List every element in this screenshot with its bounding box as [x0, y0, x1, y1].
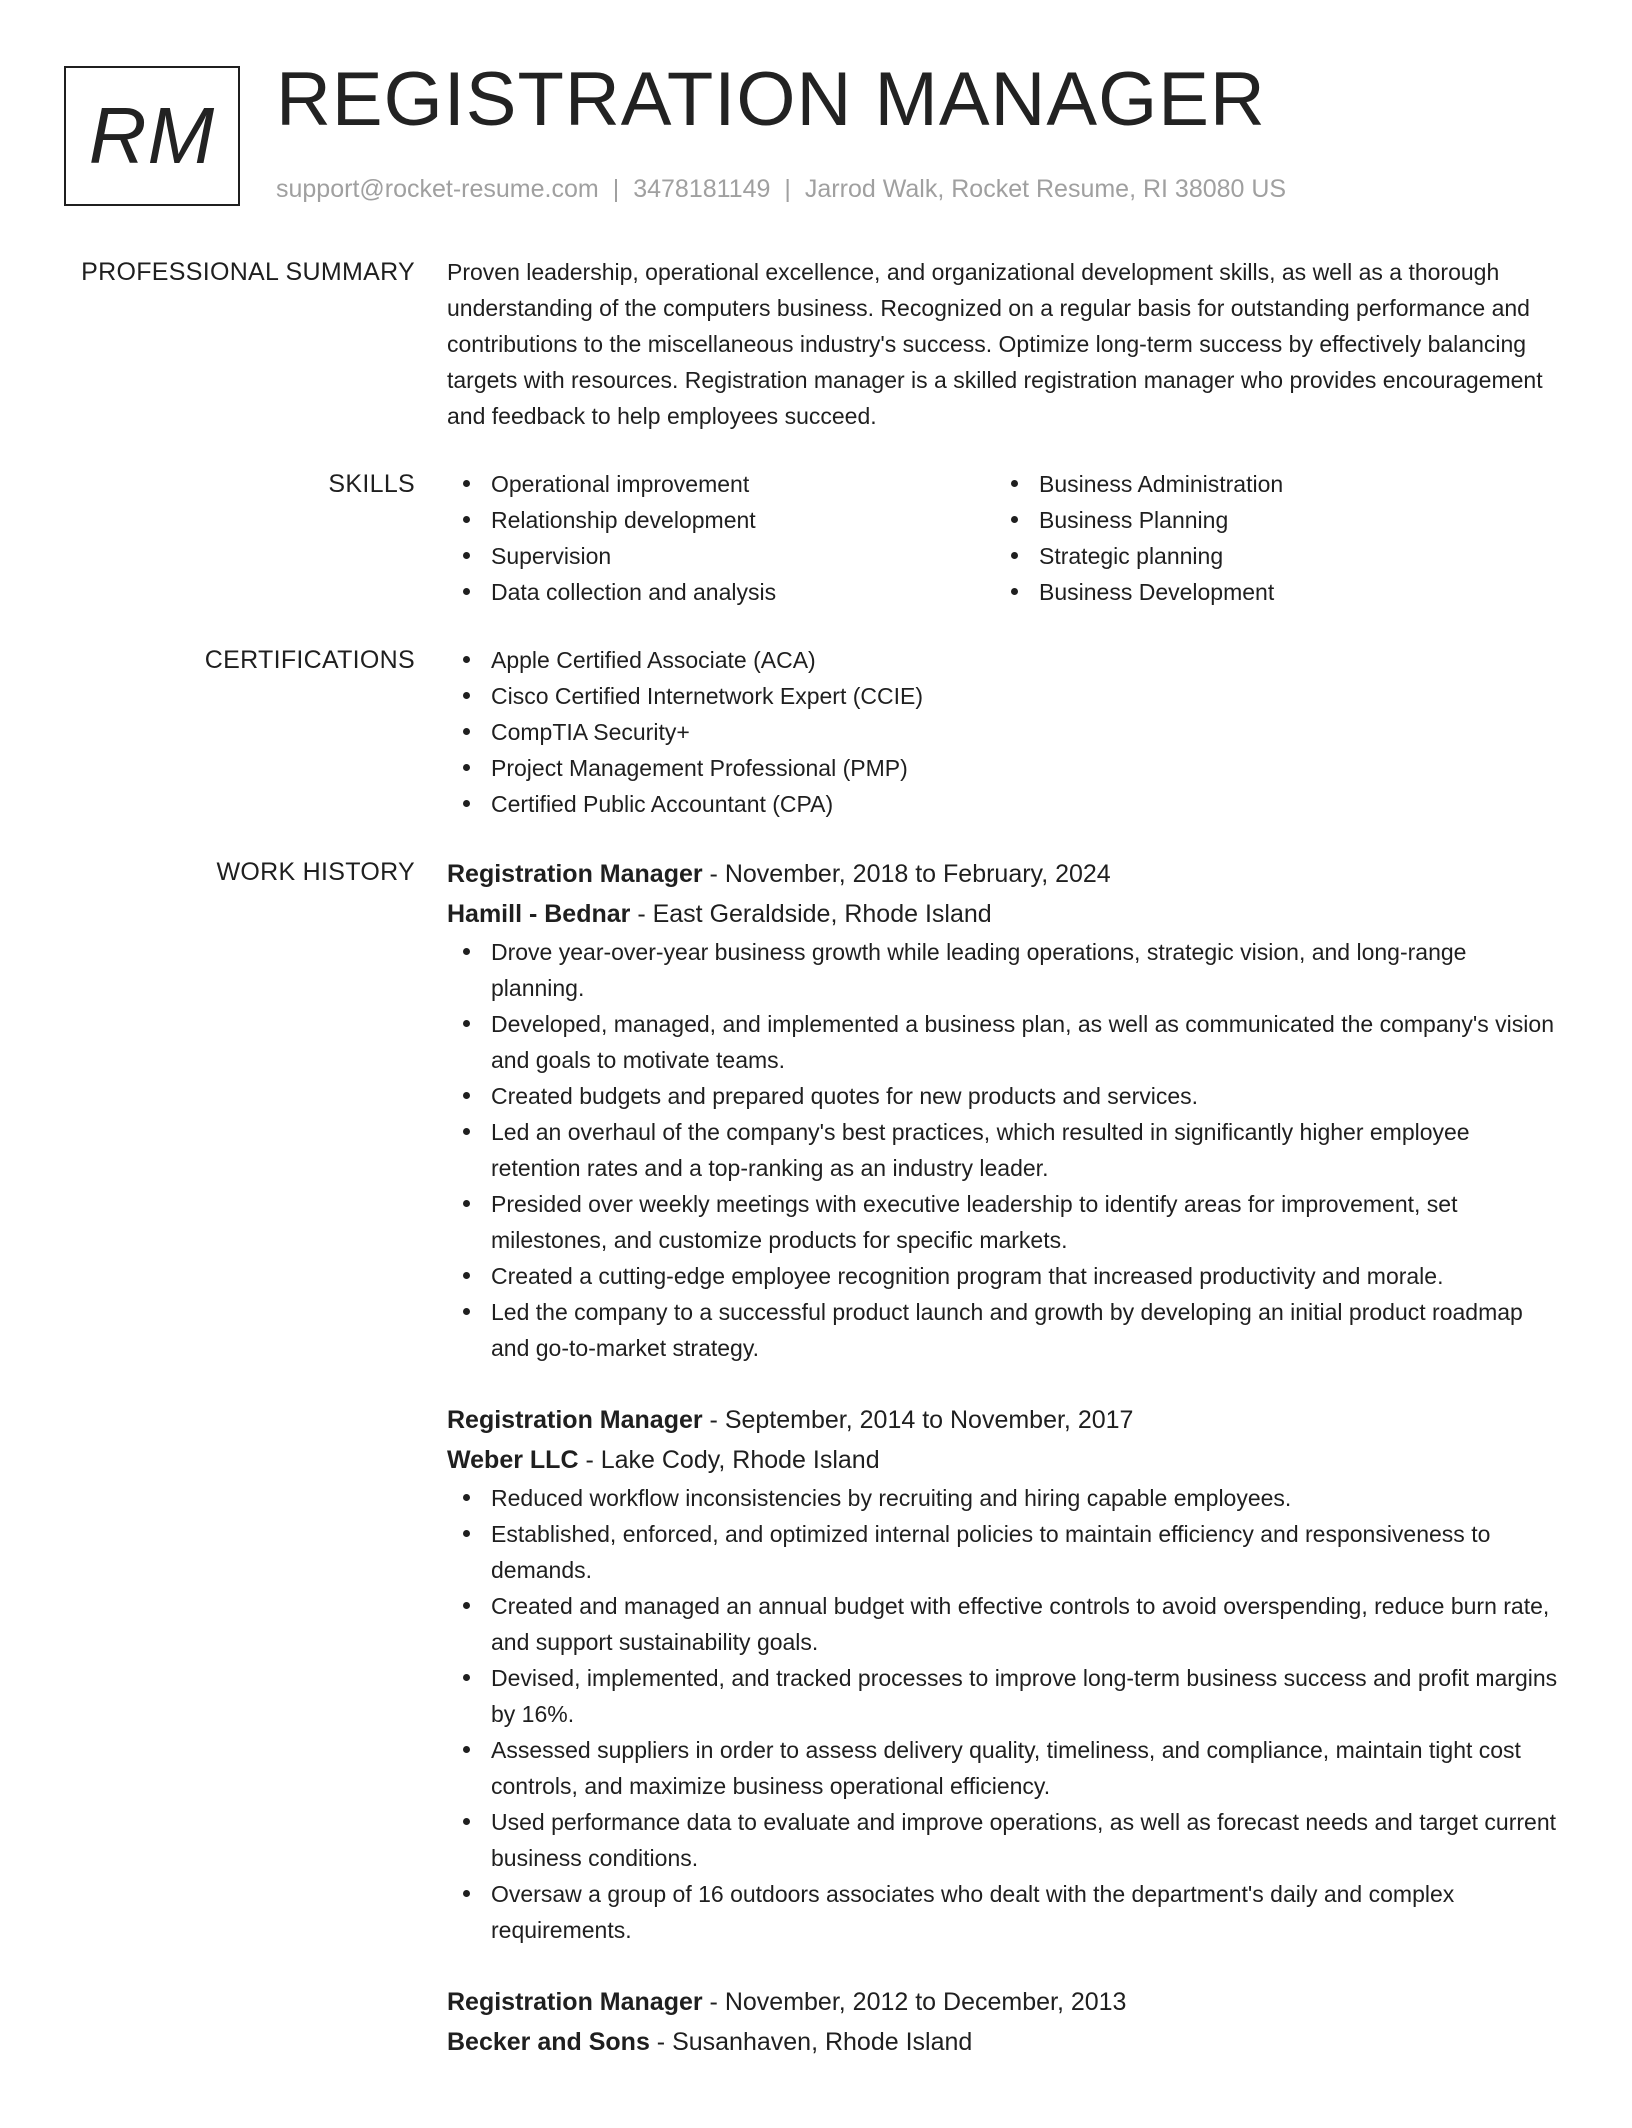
certifications-list	[447, 642, 1562, 822]
certification-item: Apple Certified Associate (ACA)	[447, 642, 1562, 678]
job-company-line: Becker and Sons - Susanhaven, Rhode Island	[447, 2028, 973, 2056]
job-title-line: Registration Manager - September, 2014 to November, 2017	[447, 1406, 1134, 1434]
job-title: Registration Manager	[447, 860, 703, 888]
job-bullet: Reduced workflow inconsistencies by recruiting and hiring capable employees.	[447, 1480, 1562, 1516]
section-skills	[0, 466, 1632, 610]
skill-item: Strategic planning	[995, 538, 1543, 574]
job-bullet: Oversaw a group of 16 outdoors associates who dealt with the department's daily and complex requirements.	[447, 1876, 1562, 1948]
section-label-skills: SKILLS	[328, 470, 415, 498]
job-entry	[447, 1400, 1562, 1948]
job-bullet: Drove year-over-year business growth while leading operations, strategic vision, and long-range planning.	[447, 934, 1562, 1006]
skills-column-left	[447, 466, 995, 610]
skill-item: Business Administration	[995, 466, 1543, 502]
job-title: Registration Manager	[447, 1406, 703, 1434]
job-entry	[447, 854, 1562, 1366]
monogram-initials: RM	[88, 91, 216, 180]
job-bullet: Used performance data to evaluate and improve operations, as well as forecast needs and target current business conditions.	[447, 1804, 1562, 1876]
contact-phone: 3478181149	[633, 175, 771, 203]
job-bullet: Created and managed an annual budget with effective controls to avoid overspending, reduce burn rate, and support sustainability goals.	[447, 1588, 1562, 1660]
job-bullets	[447, 934, 1562, 1366]
job-bullets	[447, 1480, 1562, 1948]
job-location: Susanhaven, Rhode Island	[672, 2028, 973, 2056]
contact-separator: |	[612, 175, 620, 203]
contact-email: support@rocket-resume.com	[276, 175, 599, 203]
section-label-summary: PROFESSIONAL SUMMARY	[81, 258, 415, 286]
job-company: Becker and Sons	[447, 2028, 650, 2056]
job-company-line: Hamill - Bednar - East Geraldside, Rhode Island	[447, 900, 992, 928]
skill-item: Supervision	[447, 538, 995, 574]
job-bullet: Developed, managed, and implemented a business plan, as well as communicated the company's vision and goals to motivate teams.	[447, 1006, 1562, 1078]
job-bullet: Devised, implemented, and tracked processes to improve long-term business success and profit margins by 16%.	[447, 1660, 1562, 1732]
job-bullet: Created budgets and prepared quotes for new products and services.	[447, 1078, 1562, 1114]
job-company: Hamill - Bednar	[447, 900, 631, 928]
job-bullet: Led the company to a successful product launch and growth by developing an initial product roadmap and go-to-market strategy.	[447, 1294, 1562, 1366]
contact-separator: |	[784, 175, 791, 203]
job-company-line: Weber LLC - Lake Cody, Rhode Island	[447, 1446, 880, 1474]
section-label-work-history: WORK HISTORY	[216, 858, 415, 886]
certification-item: CompTIA Security+	[447, 714, 1562, 750]
skill-item: Business Planning	[995, 502, 1543, 538]
certification-item: Project Management Professional (PMP)	[447, 750, 1562, 786]
section-summary	[0, 254, 1632, 434]
job-location: Lake Cody, Rhode Island	[600, 1446, 880, 1474]
job-bullet: Established, enforced, and optimized internal policies to maintain efficiency and responsiveness to demands.	[447, 1516, 1562, 1588]
summary-body	[447, 254, 1562, 434]
job-title-line: Registration Manager - November, 2012 to December, 2013	[447, 1988, 1127, 2016]
skill-item: Relationship development	[447, 502, 995, 538]
job-bullet: Assessed suppliers in order to assess delivery quality, timeliness, and compliance, maintain tight cost controls, and maximize business operational efficiency.	[447, 1732, 1562, 1804]
skills-column-right	[995, 466, 1543, 610]
summary-text: Proven leadership, operational excellence, and organizational development skills, as well as a thorough understanding of the computers business. Recognized on a regular basis for outstanding performance and contributions to the miscellaneous industry's success. Optimize long-term success by effectively balancing targets with resources. Registration manager is a skilled registration manager who provides encouragement and feedback to help employees succeed.	[447, 259, 1543, 429]
contact-address: Jarrod Walk, Rocket Resume, RI 38080 US	[804, 175, 1287, 203]
section-certifications	[0, 642, 1632, 822]
certification-item: Cisco Certified Internetwork Expert (CCIE)	[447, 678, 1562, 714]
job-entry	[447, 1982, 1562, 2062]
job-location: East Geraldside, Rhode Island	[652, 900, 992, 928]
section-work-history	[0, 854, 1632, 2096]
monogram-box	[64, 66, 240, 206]
certification-item: Certified Public Accountant (CPA)	[447, 786, 1562, 822]
resume-title: REGISTRATION MANAGER	[276, 57, 1266, 142]
skill-item: Business Development	[995, 574, 1543, 610]
job-bullet: Created a cutting-edge employee recognition program that increased productivity and morale.	[447, 1258, 1562, 1294]
job-dates: November, 2018 to February, 2024	[724, 860, 1111, 888]
job-title-line: Registration Manager - November, 2018 to February, 2024	[447, 860, 1111, 888]
skill-item: Data collection and analysis	[447, 574, 995, 610]
work-history-body	[447, 854, 1562, 2096]
skill-item: Operational improvement	[447, 466, 995, 502]
job-bullet: Led an overhaul of the company's best practices, which resulted in significantly higher employee retention rates and a top-ranking as an industry leader.	[447, 1114, 1562, 1186]
job-title: Registration Manager	[447, 1988, 703, 2016]
skills-grid	[447, 466, 1562, 610]
certifications-body	[447, 642, 1562, 822]
job-company: Weber LLC	[447, 1446, 579, 1474]
section-label-certifications: CERTIFICATIONS	[204, 646, 415, 674]
job-bullet: Presided over weekly meetings with executive leadership to identify areas for improvement, set milestones, and customize products for specific markets.	[447, 1186, 1562, 1258]
resume-content	[0, 254, 1632, 2128]
job-dates: September, 2014 to November, 2017	[724, 1406, 1134, 1434]
contact-line	[276, 174, 1286, 204]
job-dates: November, 2012 to December, 2013	[724, 1988, 1127, 2016]
